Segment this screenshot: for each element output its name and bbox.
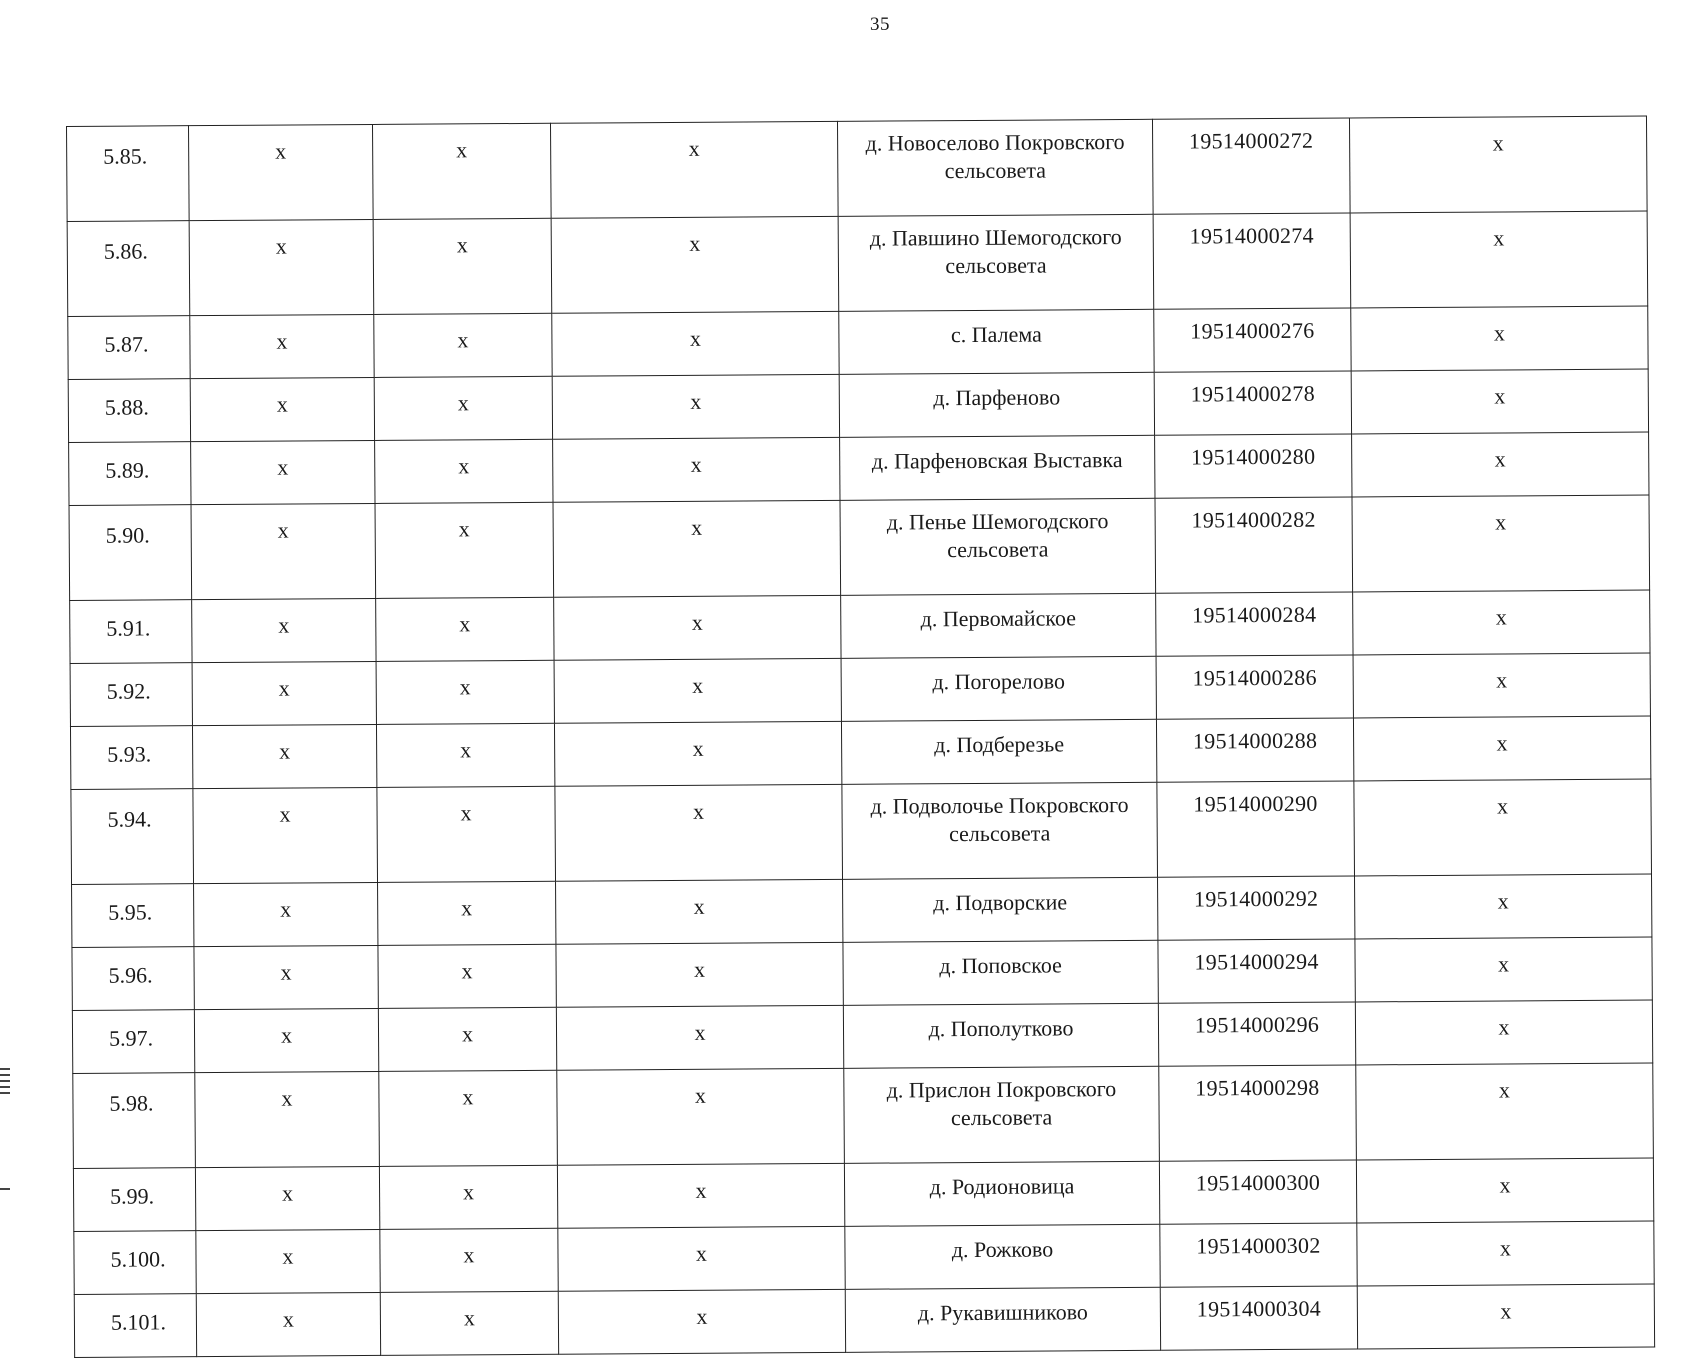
settlement-name-cell: д. Павшино Шемогодского сельсовета	[838, 214, 1154, 311]
row-number-cell: 5.101.	[74, 1294, 196, 1358]
settlement-name-cell: д. Подволочье Покровского сельсовета	[842, 782, 1158, 879]
oktmo-code-cell: 19514000274	[1153, 213, 1351, 309]
oktmo-code-cell: 19514000272	[1152, 118, 1350, 214]
column-2-cell: x	[194, 1008, 378, 1072]
column-7-cell: x	[1352, 495, 1650, 592]
column-2-cell: x	[192, 661, 376, 725]
column-7-cell: x	[1357, 1284, 1654, 1349]
oktmo-code-cell: 19514000288	[1156, 718, 1353, 782]
column-3-cell: x	[378, 1007, 556, 1071]
row-number-cell: 5.100.	[74, 1231, 196, 1295]
column-3-cell: x	[375, 439, 553, 503]
table-row	[72, 1000, 1652, 1073]
row-number-cell: 5.85.	[67, 126, 190, 222]
column-7-cell: x	[1351, 369, 1648, 434]
column-7-cell: x	[1355, 874, 1652, 939]
table-row	[70, 716, 1650, 789]
column-7-cell: x	[1354, 779, 1652, 876]
registry-table-body	[67, 116, 1655, 1357]
settlement-name-cell: д. Пополутково	[843, 1003, 1158, 1068]
row-number-cell: 5.99.	[73, 1168, 195, 1232]
column-3-cell: x	[375, 502, 554, 598]
column-3-cell: x	[374, 376, 552, 440]
settlement-name-cell: д. Новоселово Покровского сельсовета	[837, 119, 1153, 216]
row-number-cell: 5.95.	[72, 884, 194, 948]
column-3-cell: x	[372, 123, 551, 219]
column-2-cell: x	[190, 314, 374, 378]
column-3-cell: x	[376, 597, 554, 661]
oktmo-code-cell: 19514000280	[1155, 434, 1352, 498]
column-4-cell: x	[554, 721, 841, 786]
registry-table-container	[66, 116, 1654, 1358]
row-number-cell: 5.98.	[73, 1073, 196, 1169]
settlement-name-cell: д. Прислон Покровского сельсовета	[844, 1066, 1160, 1163]
settlement-name-cell: д. Парфеново	[839, 372, 1154, 437]
row-number-cell: 5.88.	[68, 379, 190, 443]
row-number-cell: 5.93.	[70, 726, 192, 790]
column-4-cell: x	[552, 374, 839, 439]
column-2-cell: x	[196, 1229, 380, 1293]
column-4-cell: x	[553, 437, 840, 502]
row-number-cell: 5.96.	[72, 947, 194, 1011]
settlement-name-cell: д. Подберезье	[841, 719, 1156, 784]
oktmo-code-cell: 19514000278	[1154, 371, 1351, 435]
column-2-cell: x	[191, 503, 376, 599]
column-3-cell: x	[377, 786, 556, 882]
table-row	[73, 1158, 1653, 1231]
column-2-cell: x	[189, 124, 374, 220]
column-4-cell: x	[555, 784, 843, 881]
column-4-cell: x	[556, 1005, 843, 1070]
column-2-cell: x	[192, 724, 376, 788]
column-7-cell: x	[1355, 937, 1652, 1002]
registry-table	[66, 116, 1655, 1358]
settlement-name-cell: д. Поповское	[843, 940, 1158, 1005]
oktmo-code-cell: 19514000282	[1155, 497, 1353, 593]
column-7-cell: x	[1349, 116, 1647, 213]
column-7-cell: x	[1351, 306, 1648, 371]
table-row	[68, 306, 1648, 379]
oktmo-code-cell: 19514000296	[1158, 1002, 1355, 1066]
oktmo-code-cell: 19514000290	[1157, 781, 1355, 877]
column-7-cell: x	[1352, 432, 1649, 497]
settlement-name-cell: с. Палема	[839, 309, 1154, 374]
column-3-cell: x	[378, 944, 556, 1008]
table-row	[69, 432, 1649, 505]
row-number-cell: 5.90.	[69, 505, 192, 601]
settlement-name-cell: д. Погорелово	[841, 656, 1156, 721]
column-7-cell: x	[1356, 1158, 1653, 1223]
table-row	[72, 937, 1652, 1010]
oktmo-code-cell: 19514000298	[1159, 1065, 1357, 1161]
column-2-cell: x	[193, 787, 378, 883]
column-2-cell: x	[192, 598, 376, 662]
column-7-cell: x	[1350, 211, 1648, 308]
oktmo-code-cell: 19514000286	[1156, 655, 1353, 719]
row-number-cell: 5.92.	[70, 663, 192, 727]
column-7-cell: x	[1353, 716, 1650, 781]
oktmo-code-cell: 19514000300	[1159, 1160, 1356, 1224]
column-4-cell: x	[557, 1163, 844, 1228]
column-4-cell: x	[557, 1068, 845, 1165]
oktmo-code-cell: 19514000276	[1154, 308, 1351, 372]
column-2-cell: x	[191, 440, 375, 504]
table-row	[69, 495, 1650, 600]
table-row	[71, 779, 1652, 884]
row-number-cell: 5.94.	[71, 789, 194, 885]
column-3-cell: x	[379, 1070, 558, 1166]
column-7-cell: x	[1353, 653, 1650, 718]
column-4-cell: x	[551, 216, 839, 313]
column-3-cell: x	[374, 313, 552, 377]
table-row	[74, 1284, 1654, 1357]
column-2-cell: x	[189, 219, 374, 315]
column-3-cell: x	[378, 881, 556, 945]
row-number-cell: 5.91.	[70, 600, 192, 664]
column-3-cell: x	[380, 1228, 558, 1292]
column-2-cell: x	[190, 377, 374, 441]
settlement-name-cell: д. Рожково	[845, 1224, 1160, 1289]
column-7-cell: x	[1353, 590, 1650, 655]
settlement-name-cell: д. Рукавишниково	[845, 1287, 1160, 1352]
page-number: 35	[870, 14, 890, 35]
column-2-cell: x	[195, 1071, 380, 1167]
settlement-name-cell: д. Родионовица	[844, 1161, 1159, 1226]
margin-dash	[0, 1188, 10, 1190]
column-4-cell: x	[553, 500, 841, 597]
row-number-cell: 5.97.	[72, 1010, 194, 1074]
oktmo-code-cell: 19514000292	[1158, 876, 1355, 940]
column-2-cell: x	[195, 1166, 379, 1230]
row-number-cell: 5.87.	[68, 316, 190, 380]
settlement-name-cell: д. Пенье Шемогодского сельсовета	[840, 498, 1156, 595]
column-3-cell: x	[379, 1165, 557, 1229]
column-7-cell: x	[1357, 1221, 1654, 1286]
column-3-cell: x	[376, 660, 554, 724]
table-row	[67, 116, 1648, 221]
column-2-cell: x	[194, 882, 378, 946]
settlement-name-cell: д. Парфеновская Выставка	[840, 435, 1155, 500]
column-4-cell: x	[554, 658, 841, 723]
column-3-cell: x	[376, 723, 554, 787]
table-row	[67, 211, 1648, 316]
column-3-cell: x	[380, 1291, 558, 1355]
column-4-cell: x	[558, 1289, 845, 1354]
column-3-cell: x	[373, 218, 552, 314]
column-4-cell: x	[556, 879, 843, 944]
table-row	[73, 1063, 1654, 1168]
row-number-cell: 5.89.	[69, 442, 191, 506]
settlement-name-cell: д. Первомайское	[841, 593, 1156, 658]
row-number-cell: 5.86.	[67, 221, 190, 317]
table-row	[70, 653, 1650, 726]
column-4-cell: x	[556, 942, 843, 1007]
column-4-cell: x	[550, 121, 838, 218]
column-7-cell: x	[1355, 1000, 1652, 1065]
column-4-cell: x	[554, 595, 841, 660]
column-4-cell: x	[558, 1226, 845, 1291]
table-row	[72, 874, 1652, 947]
oktmo-code-cell: 19514000304	[1160, 1286, 1357, 1350]
oktmo-code-cell: 19514000284	[1156, 592, 1353, 656]
margin-scan-marks	[0, 1068, 12, 1098]
settlement-name-cell: д. Подворские	[843, 877, 1158, 942]
table-row	[74, 1221, 1654, 1294]
column-4-cell: x	[552, 311, 839, 376]
table-row	[68, 369, 1648, 442]
column-2-cell: x	[196, 1292, 380, 1356]
table-row	[70, 590, 1650, 663]
oktmo-code-cell: 19514000302	[1160, 1223, 1357, 1287]
column-2-cell: x	[194, 945, 378, 1009]
column-7-cell: x	[1356, 1063, 1654, 1160]
oktmo-code-cell: 19514000294	[1158, 939, 1355, 1003]
